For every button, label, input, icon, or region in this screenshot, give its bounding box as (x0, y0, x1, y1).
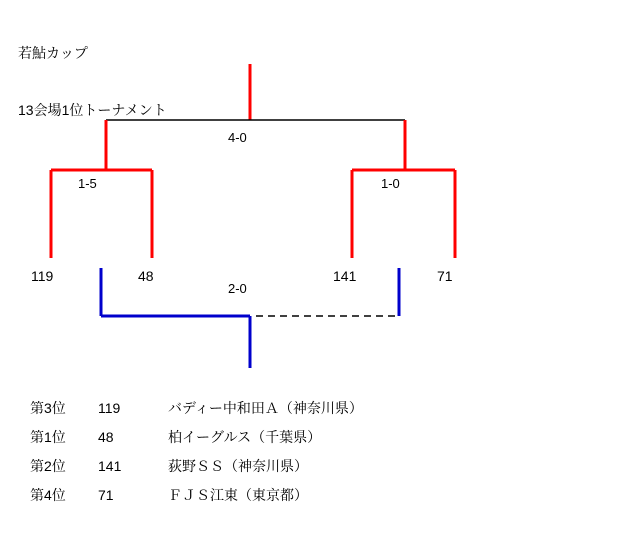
match-score: 2-0 (228, 281, 247, 296)
result-row (0, 398, 640, 427)
result-team-number: 48 (98, 429, 114, 445)
result-rank: 第4位 (30, 487, 66, 503)
team-number: 141 (333, 268, 357, 284)
result-team-name: 荻野ＳＳ（神奈川県） (168, 458, 308, 474)
result-team-name: 柏イーグルス（千葉県） (168, 429, 322, 445)
match-score: 1-5 (78, 176, 97, 191)
team-number: 119 (31, 268, 54, 284)
result-team-name: バディー中和田Ａ（神奈川県） (168, 400, 363, 416)
result-team-number: 119 (98, 400, 121, 416)
result-team-name: ＦＪＳ江東（東京都） (168, 487, 308, 503)
title-line-2: 13会場1位トーナメント (18, 102, 167, 118)
match-score: 1-0 (381, 176, 400, 191)
team-number: 48 (138, 268, 154, 284)
result-team-number: 141 (98, 458, 122, 474)
match-score: 4-0 (228, 130, 247, 145)
results-list (0, 398, 640, 514)
result-row (0, 485, 640, 514)
title-line-1: 若鮎カップ (18, 45, 88, 61)
result-row (0, 427, 640, 456)
result-rank: 第3位 (30, 400, 66, 416)
team-number: 71 (437, 268, 453, 284)
result-team-number: 71 (98, 487, 114, 503)
result-rank: 第1位 (30, 429, 66, 445)
result-row (0, 456, 640, 485)
result-rank: 第2位 (30, 458, 66, 474)
